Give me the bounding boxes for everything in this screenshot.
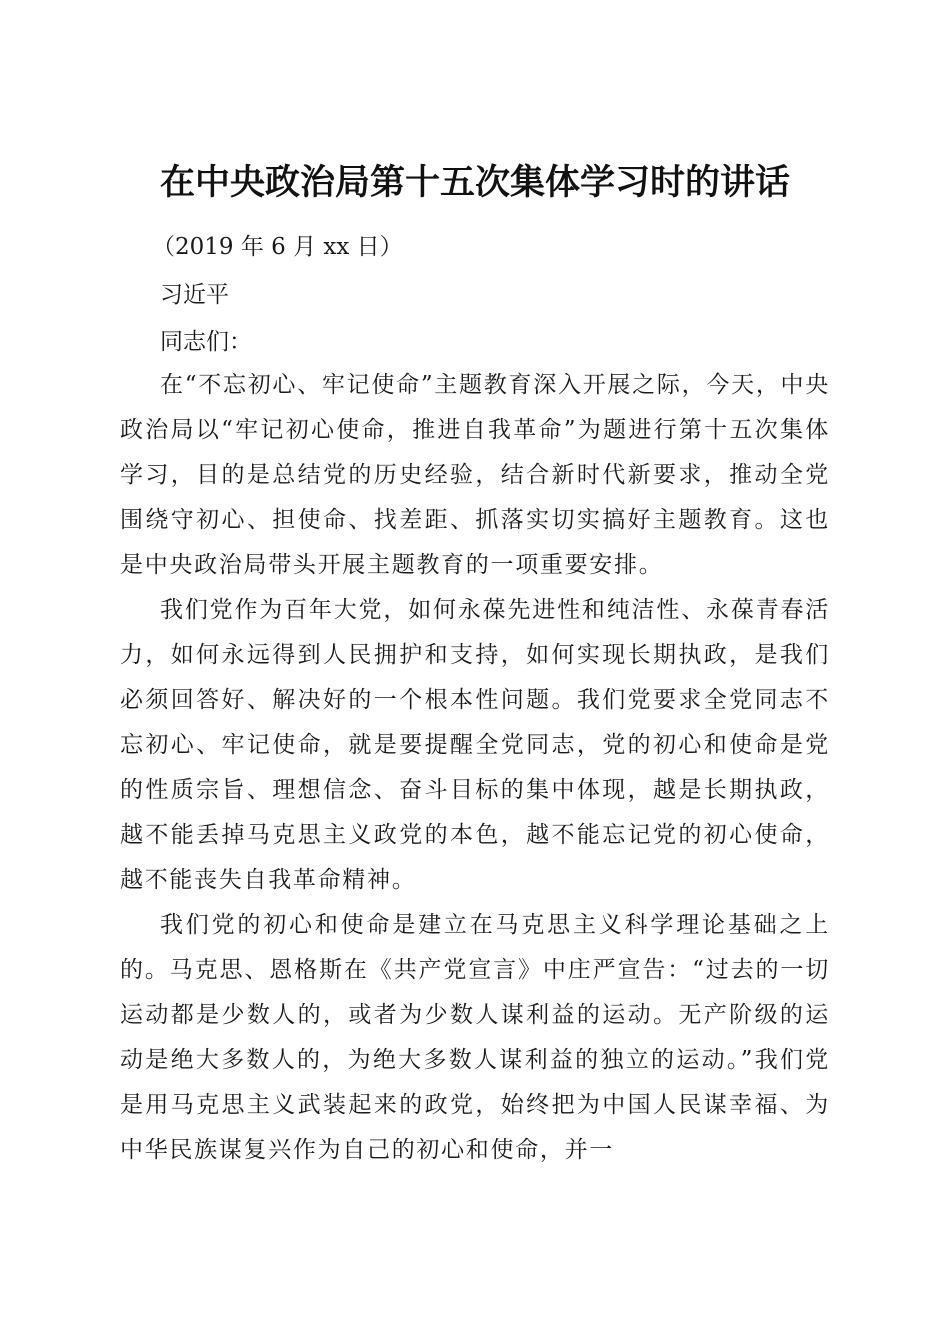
paragraph-1: 在“不忘初心、牢记使命”主题教育深入开展之际，今天，中央政治局以“牢记初心使命，推进自我革命”为题进行第十五次集体学习，目的是总结党的历史经验，结合新时代新要求，推动全党围绕守初心、担使命、找差距、抓落实切实搞好主题教育。这也是中央政治局带头开展主题教育的一项重要安排。 <box>120 372 830 578</box>
paragraph-2: 我们党作为百年大党，如何永葆先进性和纯洁性、永葆青春活力，如何永远得到人民拥护和支持，如何实现长期执政，是我们必须回答好、解决好的一个根本性问题。我们党要求全党同志不忘初心、牢记使命，就是要提醒全党同志，党的初心和使命是党的性质宗旨、理想信念、奋斗目标的集中体现，越是长期执政，越不能丢掉马克思主义政党的本色，越不能忘记党的初心使命，越不能丧失自我革命精神。 <box>120 597 830 893</box>
document-title: 在中央政治局第十五次集体学习时的讲话 <box>159 162 790 204</box>
paragraph-3: 我们党的初心和使命是建立在马克思主义科学理论基础之上的。马克思、恩格斯在《共产党宣言》中庄严宣告：“过去的一切运动都是少数人的，或者为少数人谋利益的运动。无产阶级的运动是绝大多数人的，为绝大多数人谋利益的独立的运动。”我们党是用马克思主义武装起来的政党，始终把为中国人民谋幸福、为中华民族谋复兴作为自己的初心和使命，并一 <box>120 912 830 1163</box>
speech-date: （2019 年 6 月 xx 日） <box>152 234 403 260</box>
speech-body <box>120 363 830 1173</box>
salutation: 同志们： <box>160 329 252 355</box>
speaker-name: 习近平 <box>160 282 229 308</box>
